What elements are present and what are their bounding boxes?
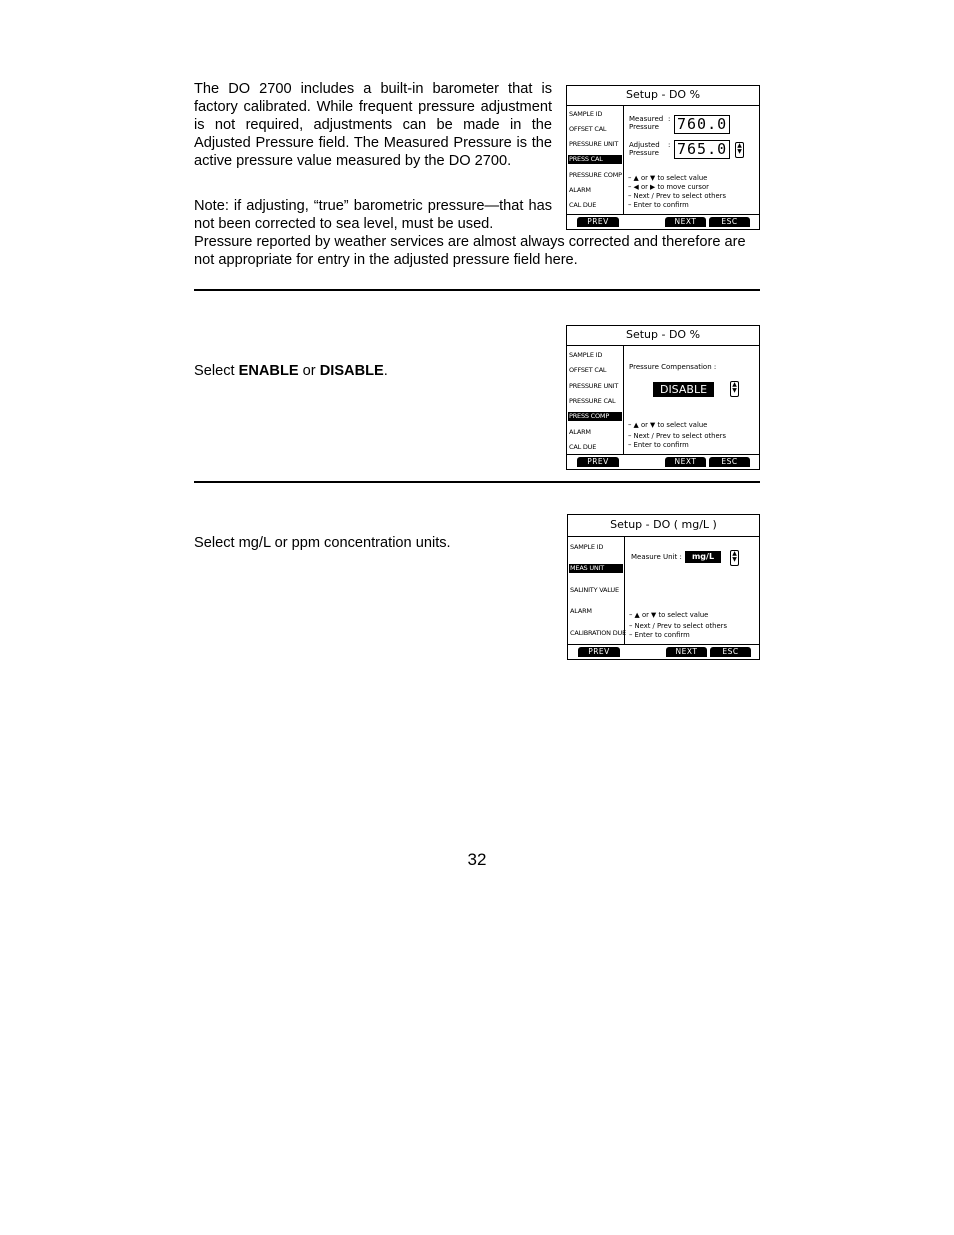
prev-button[interactable]: PREV xyxy=(578,647,620,657)
prev-button[interactable]: PREV xyxy=(577,457,619,467)
menu-item-pressure-comp[interactable]: PRESSURE COMP xyxy=(569,171,622,179)
menu-item-press-cal[interactable]: PRESS CAL xyxy=(568,155,622,164)
setup-menu xyxy=(567,106,624,214)
adjusted-pressure-input[interactable]: 765.0 xyxy=(674,140,730,159)
instruction-3: – Enter to confirm xyxy=(629,631,690,639)
instruction-3: – Next / Prev to select others xyxy=(628,192,726,200)
softkey-bar xyxy=(567,214,759,229)
instruction-4: – Enter to confirm xyxy=(628,201,689,209)
menu-item-alarm[interactable]: ALARM xyxy=(569,428,591,436)
menu-item-offset-cal[interactable]: OFFSET CAL xyxy=(569,366,607,374)
measure-unit-label: Measure Unit : xyxy=(631,553,682,561)
select-units-text: Select mg/L or ppm concentration units. xyxy=(194,535,451,551)
pressure-compensation-label: Pressure Compensation : xyxy=(629,363,717,371)
menu-item-sample-id[interactable]: SAMPLE ID xyxy=(569,110,603,118)
menu-item-offset-cal[interactable]: OFFSET CAL xyxy=(569,125,607,133)
esc-button[interactable]: ESC xyxy=(709,217,750,227)
menu-item-pressure-cal[interactable]: PRESSURE CAL xyxy=(569,397,616,405)
softkey-bar xyxy=(568,644,759,659)
menu-item-alarm[interactable]: ALARM xyxy=(570,607,592,615)
screen-title: Setup - DO ( mg/L ) xyxy=(568,515,759,537)
pressure-compensation-value[interactable]: DISABLE xyxy=(653,382,714,397)
press-comp-screen xyxy=(566,325,760,470)
note-paragraph-end: Pressure reported by weather services are almost always corrected and therefore are not appropriate for entry in the adjusted pressure field here. xyxy=(194,234,746,268)
section-divider-1 xyxy=(194,289,760,291)
screen-title: Setup - DO % xyxy=(567,326,759,346)
note-paragraph-start: Note: if adjusting, “true” barometric pressure—that has not been corrected to sea level, must be used. xyxy=(194,198,552,232)
measured-pressure-value: 760.0 xyxy=(674,115,730,134)
menu-item-salinity-value[interactable]: SALINITY VALUE xyxy=(570,586,619,594)
adjusted-label: Adjusted Pressure xyxy=(629,141,660,157)
page-number: 32 xyxy=(467,850,487,869)
next-button[interactable]: NEXT xyxy=(666,647,707,657)
menu-item-cal-due[interactable]: CAL DUE xyxy=(569,443,597,451)
instruction-1: – ▲ or ▼ to select value xyxy=(629,611,709,619)
menu-item-alarm[interactable]: ALARM xyxy=(569,186,591,194)
menu-item-sample-id[interactable]: SAMPLE ID xyxy=(570,543,604,551)
up-down-arrows-icon[interactable]: ▲ ▼ xyxy=(730,550,739,566)
meas-unit-screen xyxy=(567,514,760,660)
select-enable-disable-text: Select ENABLE or DISABLE. xyxy=(194,363,388,379)
measure-unit-value[interactable]: mg/L xyxy=(685,551,721,563)
prev-button[interactable]: PREV xyxy=(577,217,619,227)
next-button[interactable]: NEXT xyxy=(665,217,706,227)
menu-item-meas-unit[interactable]: MEAS UNIT xyxy=(569,564,623,573)
up-down-arrows-icon[interactable]: ▲ ▼ xyxy=(730,381,739,397)
intro-paragraph: The DO 2700 includes a built-in barometer that is factory calibrated. While frequent pressure adjustment is not required, adjustments can be made in the Adjusted Pressure field. The Measured Pressure is the active pressure value measured by the DO 2700. xyxy=(194,81,552,169)
softkey-bar xyxy=(567,454,759,469)
menu-item-sample-id[interactable]: SAMPLE ID xyxy=(569,351,603,359)
section-divider-2 xyxy=(194,481,760,483)
esc-button[interactable]: ESC xyxy=(710,647,751,657)
esc-button[interactable]: ESC xyxy=(709,457,750,467)
setup-menu xyxy=(567,346,624,454)
adjusted-colon: : xyxy=(668,141,671,149)
instruction-2: – Next / Prev to select others xyxy=(629,622,727,630)
menu-item-calibration-due[interactable]: CALIBRATION DUE xyxy=(570,629,626,637)
next-button[interactable]: NEXT xyxy=(665,457,706,467)
up-down-arrows-icon[interactable]: ▲ ▼ xyxy=(735,142,744,158)
screen-title: Setup - DO % xyxy=(567,86,759,106)
measured-label: Measured Pressure xyxy=(629,115,664,131)
instruction-1: – ▲ or ▼ to select value xyxy=(628,174,708,182)
press-cal-screen xyxy=(566,85,760,230)
menu-item-pressure-unit[interactable]: PRESSURE UNIT xyxy=(569,140,619,148)
instruction-2: – Next / Prev to select others xyxy=(628,432,726,440)
menu-item-pressure-unit[interactable]: PRESSURE UNIT xyxy=(569,382,619,390)
instruction-1: – ▲ or ▼ to select value xyxy=(628,421,708,429)
setup-menu xyxy=(568,537,625,644)
measured-colon: : xyxy=(668,115,671,123)
menu-item-cal-due[interactable]: CAL DUE xyxy=(569,201,597,209)
menu-item-press-comp[interactable]: PRESS COMP xyxy=(568,412,622,421)
instruction-3: – Enter to confirm xyxy=(628,441,689,449)
instruction-2: – ◀ or ▶ to move cursor xyxy=(628,183,709,191)
